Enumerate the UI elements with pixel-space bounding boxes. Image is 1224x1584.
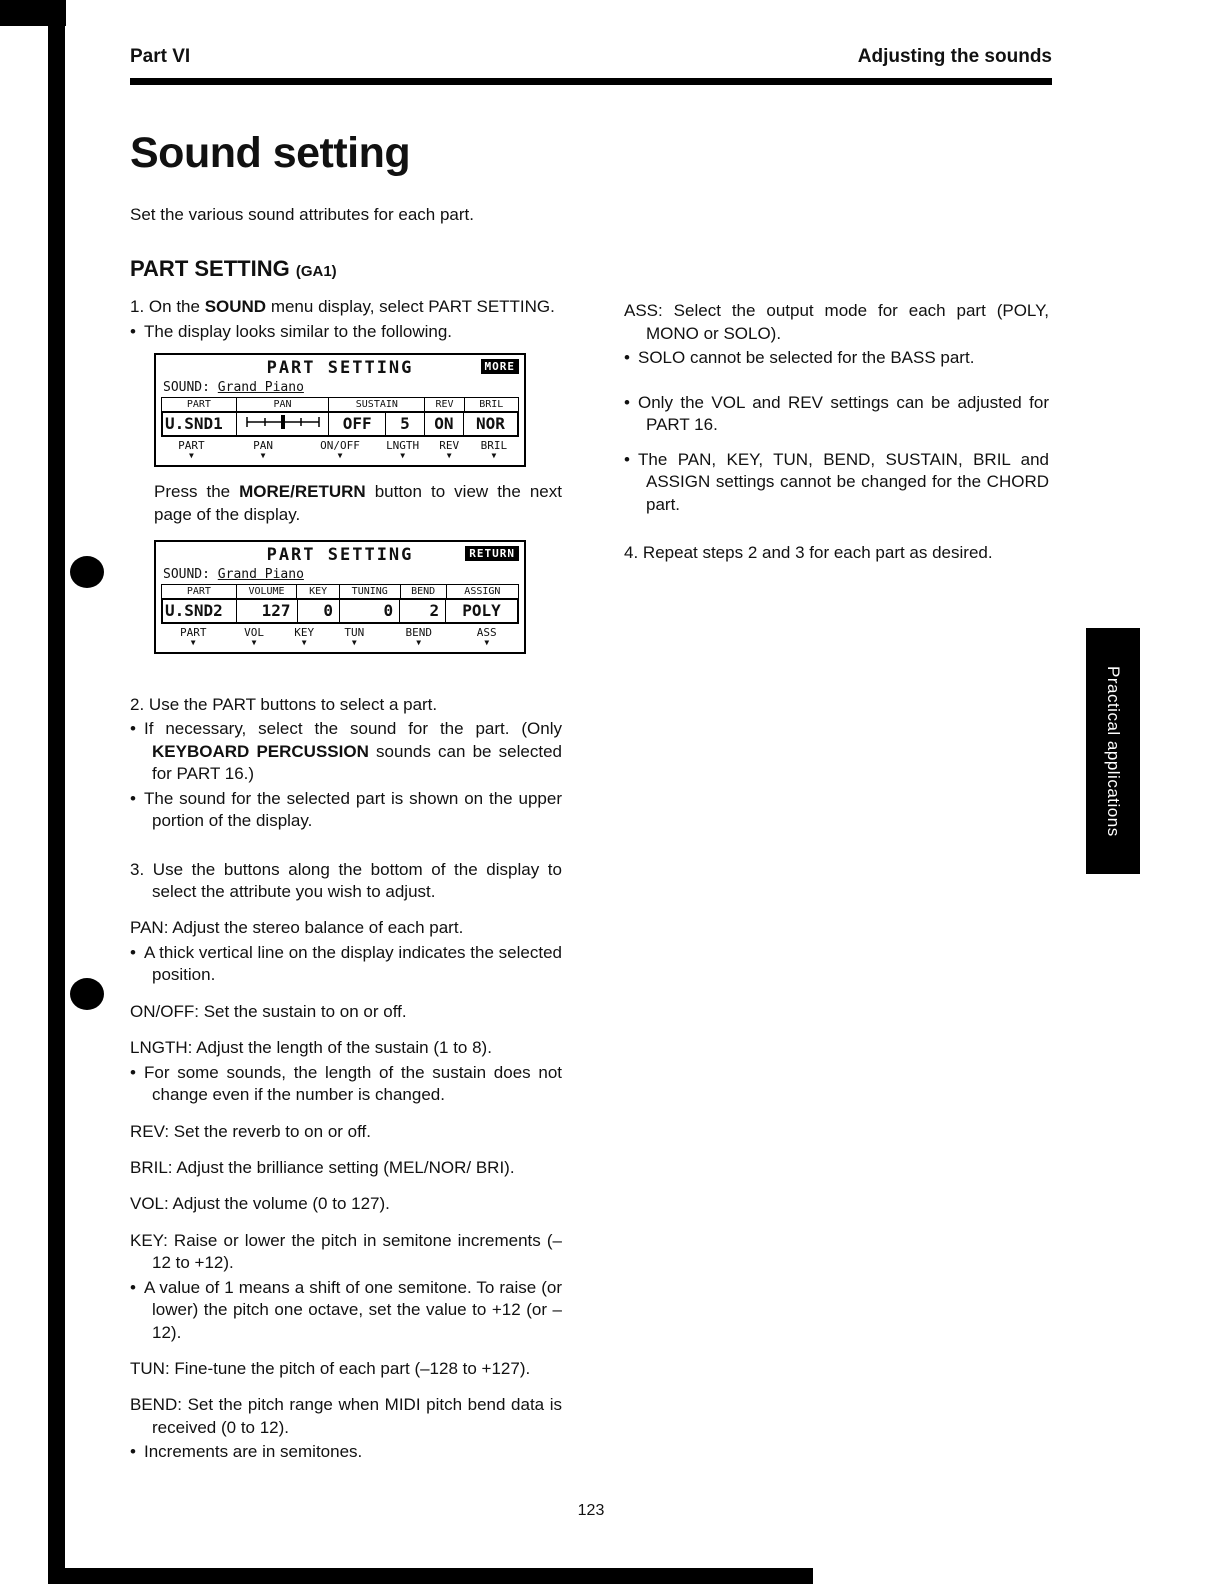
down-arrow-icon: ▼	[491, 451, 497, 461]
tuning-cell: 0	[340, 600, 400, 622]
bril-cell: NOR	[475, 414, 505, 434]
bullet-item: • A thick vertical line on the display indicates the selected position.	[130, 942, 562, 987]
part-cell: U.SND1	[163, 413, 237, 435]
press-more-note: Press the MORE/RETURN button to view the next page of the display.	[154, 482, 562, 524]
key-cell: 0	[298, 600, 340, 622]
attr-ass: ASS: Select the output mode for each part (POLY, MONO or SOLO).	[624, 301, 1049, 343]
header-chapter-label: Adjusting the sounds	[857, 46, 1052, 67]
header-part-label: Part VI	[130, 46, 191, 67]
more-button-badge: MORE	[481, 359, 520, 374]
attr-pan: PAN: Adjust the stereo balance of each part.	[130, 918, 464, 938]
step-3: 3. Use the buttons along the bottom of the display to select the attribute you wish to adjust.	[130, 859, 562, 902]
page-content	[130, 46, 1052, 1464]
bullet-item: • If necessary, select the sound for the part. (Only KEYBOARD PERCUSSION sounds can be selected for PART 16.)	[130, 718, 562, 785]
attr-vol: VOL: Adjust the volume (0 to 127).	[130, 1194, 390, 1214]
running-header	[130, 46, 1052, 68]
bend-cell: 2	[400, 600, 446, 622]
down-arrow-icon: ▼	[484, 638, 490, 648]
pan-position-indicator	[242, 414, 324, 430]
bullet-item: • A value of 1 means a shift of one semitone. To raise (or lower) the pitch one octave, set the value to +12 (or –12).	[130, 1277, 562, 1344]
lcd-title: PART SETTING	[266, 545, 414, 566]
assign-cell: POLY	[462, 601, 501, 621]
side-tab-practical-applications	[1086, 628, 1140, 874]
lcd-button-labels: PART ▼ VOL ▼ KEY ▼ TUN ▼ BEND ▼ ASS ▼	[179, 626, 497, 648]
attr-key: KEY: Raise or lower the pitch in semitone increments (–12 to +12).	[130, 1230, 562, 1273]
attr-onoff: ON/OFF: Set the sustain to on or off.	[130, 1001, 407, 1021]
attr-tun: TUN: Fine-tune the pitch of each part (–128 to +127).	[130, 1359, 531, 1379]
down-arrow-icon: ▼	[260, 451, 266, 461]
binder-dot	[70, 978, 104, 1010]
down-arrow-icon: ▼	[351, 638, 357, 648]
sustain-length-cell: 5	[386, 413, 425, 435]
bullet-item: • The sound for the selected part is shown on the upper portion of the display.	[130, 788, 562, 833]
pan-cell	[237, 413, 329, 435]
bullet-item: • Increments are in semitones.	[130, 1441, 562, 1463]
step-1: 1. On the SOUND menu display, select PART SETTING.	[130, 297, 555, 317]
lcd-selected-row	[161, 598, 519, 624]
sustain-onoff-cell: OFF	[329, 413, 386, 435]
down-arrow-icon: ▼	[251, 638, 257, 648]
attr-lngth: LNGTH: Adjust the length of the sustain (1 to 8).	[130, 1038, 492, 1058]
volume-cell: 127	[237, 600, 297, 622]
right-column	[624, 256, 1049, 1463]
left-column	[130, 256, 562, 1463]
side-tab-label: Practical applications	[1104, 665, 1123, 837]
bullet-item: • The display looks similar to the following.	[130, 321, 562, 343]
lcd-button-labels: PART ▼ PAN ▼ ON/OFF ▼ LNGTH ▼ REV ▼ BRIL ▼	[178, 439, 508, 461]
page-title: Sound setting	[130, 129, 411, 177]
page-number: 123	[577, 1502, 605, 1519]
lcd-table-header: PART VOLUME KEY TUNING BEND ASSIGN	[161, 584, 519, 598]
lcd-table-header: PART PAN SUSTAIN REV BRIL	[161, 397, 519, 411]
down-arrow-icon: ▼	[400, 451, 406, 461]
attr-bend: BEND: Set the pitch range when MIDI pitch bend data is received (0 to 12).	[130, 1395, 562, 1437]
lcd-title: PART SETTING	[266, 358, 414, 379]
bullet-item: • The PAN, KEY, TUN, BEND, SUSTAIN, BRIL and ASSIGN settings cannot be changed for the CHORD part.	[624, 449, 1049, 516]
part-cell: U.SND2	[163, 600, 237, 622]
header-rule	[130, 78, 1052, 85]
bullet-item: • Only the VOL and REV settings can be adjusted for PART 16.	[624, 392, 1049, 437]
attr-bril: BRIL: Adjust the brilliance setting (MEL/NOR/ BRI).	[130, 1157, 515, 1177]
down-arrow-icon: ▼	[416, 638, 422, 648]
return-button-badge: RETURN	[465, 546, 519, 561]
down-arrow-icon: ▼	[189, 451, 194, 461]
down-arrow-icon: ▼	[301, 638, 307, 648]
rev-cell: ON	[425, 413, 464, 435]
attr-rev: REV: Set the reverb to on or off.	[130, 1121, 371, 1141]
bottom-edge-bar	[65, 1568, 813, 1584]
section-heading: PART SETTING (GA1)	[130, 256, 337, 282]
intro-text: Set the various sound attributes for each part.	[130, 205, 474, 224]
lcd-selected-row	[161, 411, 519, 437]
lcd-sound-line: SOUND: Grand Piano	[163, 567, 304, 583]
down-arrow-icon: ▼	[190, 638, 196, 648]
lcd-display-part-setting-2	[154, 540, 526, 654]
lcd-sound-line: SOUND: Grand Piano	[163, 380, 304, 396]
lcd-display-part-setting-1	[154, 353, 526, 467]
left-edge-bar	[48, 0, 65, 1584]
bullet-item: • SOLO cannot be selected for the BASS part.	[624, 347, 1049, 369]
step-2: 2. Use the PART buttons to select a part.	[130, 694, 438, 714]
step-4: 4. Repeat steps 2 and 3 for each part as desired.	[624, 542, 993, 562]
down-arrow-icon: ▼	[446, 451, 452, 461]
bullet-item: • For some sounds, the length of the sustain does not change even if the number is changed.	[130, 1062, 562, 1107]
binder-dot	[70, 556, 104, 588]
down-arrow-icon: ▼	[337, 451, 343, 461]
